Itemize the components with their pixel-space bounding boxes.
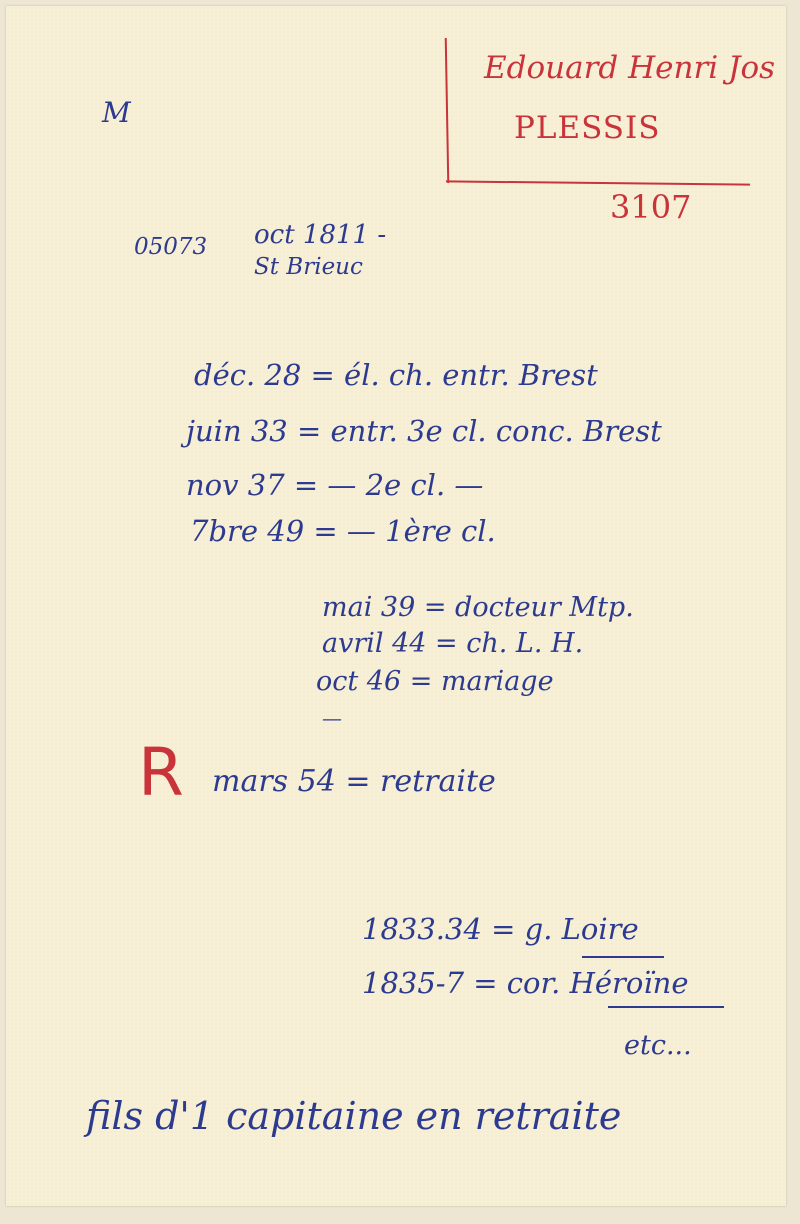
event-line: oct 46 = mariage <box>316 666 554 697</box>
red-bracket-vertical <box>445 38 450 183</box>
header-surname: PLESSIS <box>514 110 661 146</box>
corner-mark: M <box>102 96 131 129</box>
header-name: Edouard Henri Jos <box>484 50 776 86</box>
career-line: déc. 28 = él. ch. entr. Brest <box>194 358 598 392</box>
etc-note: etc... <box>624 1030 692 1061</box>
campaign-line: 1835-7 = cor. Héroïne <box>362 966 689 1000</box>
career-line: 7bre 49 = — 1ère cl. <box>190 514 496 548</box>
career-line: nov 37 = — 2e cl. — <box>186 468 484 502</box>
retirement-mark: R <box>138 734 184 811</box>
campaign-line: 1833.34 = g. Loire <box>362 912 639 946</box>
retirement-line: mars 54 = retraite <box>212 764 496 799</box>
family-note: fils d'1 capitaine en retraite <box>86 1094 622 1138</box>
record-card <box>6 6 786 1206</box>
career-line: juin 33 = entr. 3e cl. conc. Brest <box>186 414 662 448</box>
header-number: 3107 <box>610 188 692 226</box>
underline <box>608 1006 724 1008</box>
birth-place: St Brieuc <box>254 254 363 280</box>
event-line: avril 44 = ch. L. H. <box>322 628 584 659</box>
birth-date: oct 1811 - <box>254 220 387 250</box>
event-line: mai 39 = docteur Mtp. <box>322 592 634 623</box>
underline <box>582 956 664 958</box>
red-bracket-horizontal <box>446 180 750 185</box>
registration-id: 05073 <box>134 234 208 260</box>
small-dash: — <box>322 706 342 730</box>
